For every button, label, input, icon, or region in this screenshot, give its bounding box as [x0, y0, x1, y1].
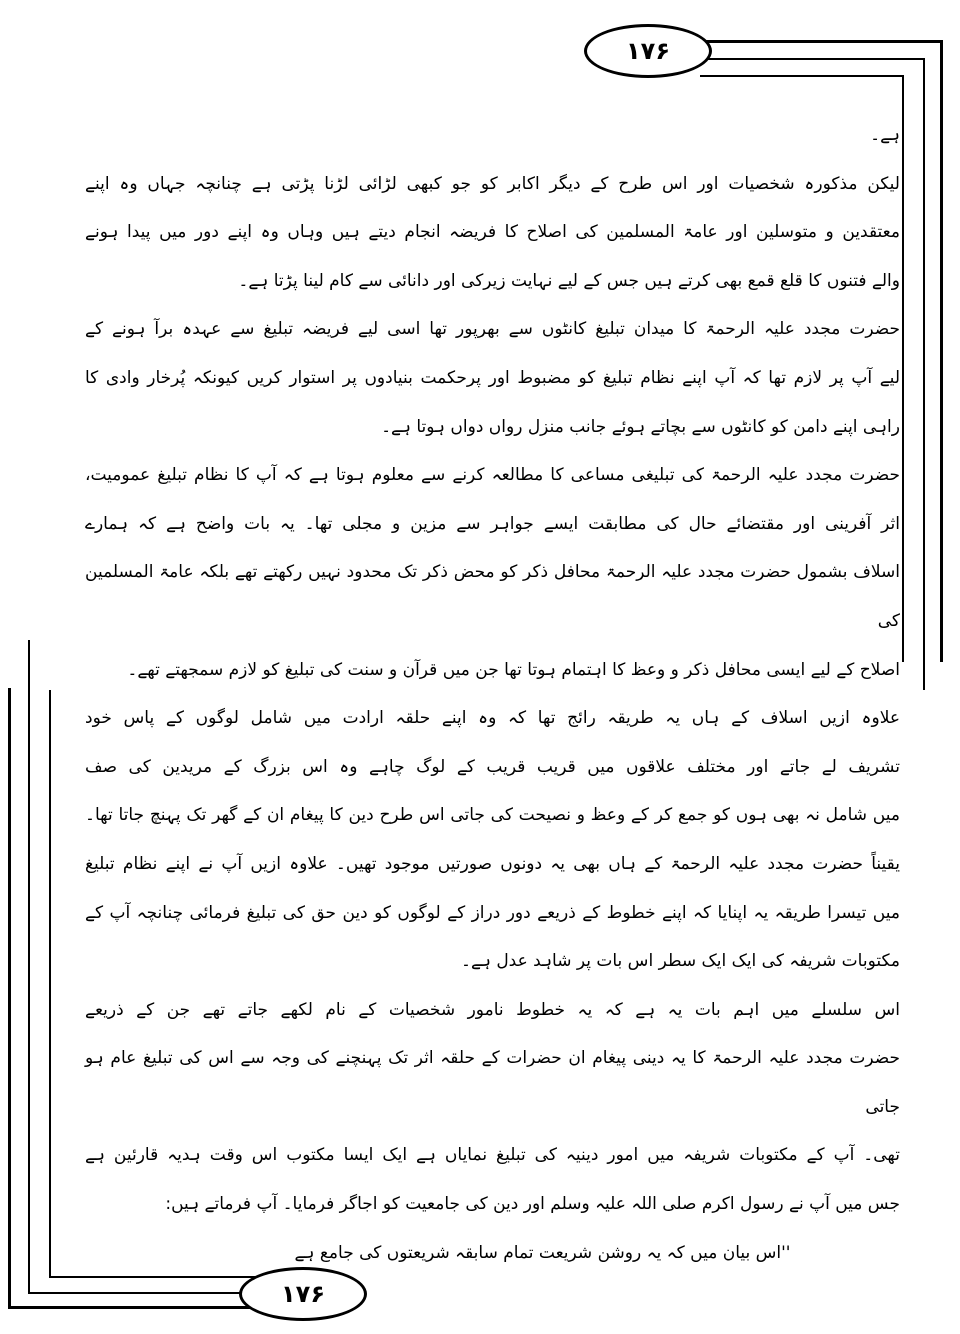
- text-line: تشریف لے جاتے اور مختلف علاقوں میں قریب قریب کے لوگ چاہے وہ اس بزرگ کے مریدین کی صف: [85, 756, 900, 777]
- text-line: راہی اپنے دامن کو کانٹوں سے بچاتے ہوئے جانب منزل رواں دواں ہوتا ہے۔: [381, 416, 900, 437]
- page-number-bottom: ۱۷۶: [239, 1267, 367, 1321]
- text-line: والے فتنوں کا قلع قمع بھی کرتے ہیں جس کے لیے نہایت زیرکی اور دانائی سے کام لینا پڑتا ہے۔: [238, 270, 900, 291]
- text-line: مکتوبات شریفہ کی ایک ایک سطر اس بات پر شاہد عدل ہے۔: [461, 951, 900, 972]
- text-line: لیکن مذکورہ شخصیات اور اس طرح کے دیگر اکابر کو جو کبھی لڑائی لڑنا پڑتی ہے چنانچہ جہاں وہ اپنے: [85, 173, 900, 194]
- frame-line: [700, 40, 943, 43]
- frame-line: [940, 40, 943, 662]
- frame-line: [28, 1292, 250, 1294]
- text-line: حضرت مجدد علیہ الرحمۃ کا یہ دینی پیغام ان حضرات کے حلقہ اثر تک پہنچنے کی وجہ سے اس کی تبلیغ عام ہو جاتی: [85, 1048, 900, 1117]
- text-line: اصلاح کے لیے ایسی محافل ذکر و وعظ کا اہتمام ہوتا تھا جن میں قرآن و سنت کی تبلیغ کو لازم سمجھتے تھے۔: [127, 659, 900, 680]
- text-line: اس سلسلے میں اہم بات یہ ہے کہ یہ خطوط نامور شخصیات کے نام لکھے جاتے تھے جن کے ذریعے: [85, 999, 900, 1020]
- frame-line: [8, 1306, 258, 1309]
- text-line: میں تیسرا طریقہ یہ اپنایا کہ اپنے خطوط کے ذریعے دور دراز کے لوگوں کو دین حق کی تبلیغ فرمائی چنانچہ آپ کے: [85, 902, 900, 923]
- quote-line: ''اس بیان میں کہ یہ روشن شریعت تمام سابقہ شریعتوں کی جامع ہے: [294, 1242, 791, 1263]
- text-line: میں شامل نہ بھی ہوں کو جمع کر کے وعظ و نصیحت کی جاتی اس طرح دین کا پیغام ان کے گھر تک پہنچ جاتا تھا۔: [85, 805, 900, 826]
- frame-line: [8, 688, 11, 1309]
- frame-line: [49, 690, 51, 1277]
- text-line: تھی۔ آپ کے مکتوبات شریفہ میں امور دینیہ کی تبلیغ نمایاں ہے ایک ایسا مکتوب اس وقت ہدیہ قارئین ہے: [85, 1145, 900, 1166]
- page-number-top: ۱۷۶: [584, 24, 712, 78]
- frame-line: [700, 75, 903, 77]
- text-line: حضرت مجدد علیہ الرحمۃ کا میدان تبلیغ کانٹوں سے بھرپور تھا اسی لیے فریضہ تبلیغ سے عہدہ برآ ہونے کے: [85, 319, 900, 340]
- page-body-text: [85, 111, 900, 1277]
- text-line: علاوہ ازیں اسلاف کے ہاں یہ طریقہ رائج تھا کہ وہ اپنے حلقہ ارادت میں شامل لوگوں کے پاس خود: [85, 708, 900, 729]
- text-line: لیے آپ پر لازم تھا کہ آپ اپنے نظام تبلیغ کو مضبوط اور پرحکمت بنیادوں پر استوار کریں کیونکہ پُرخار وادی کا: [85, 367, 900, 388]
- text-line: ہے۔: [870, 125, 900, 145]
- frame-line: [902, 75, 904, 662]
- text-line: حضرت مجدد علیہ الرحمۃ کی تبلیغی مساعی کا مطالعہ کرنے سے معلوم ہوتا ہے کہ آپ کا نظام تبلیغ عمومیت،: [85, 465, 900, 486]
- text-line: یقیناً حضرت مجدد علیہ الرحمۃ کے ہاں بھی یہ دونوں صورتیں موجود تھیں۔ علاوہ ازیں آپ نے اپنے نظام تبلیغ: [85, 853, 900, 874]
- text-line: معتقدین و متوسلین اور عامۃ المسلمین کی اصلاح کا فریضہ انجام دیتے ہیں وہاں وہ اپنے دور میں پیدا ہونے: [85, 222, 900, 243]
- frame-line: [705, 58, 925, 60]
- frame-line: [28, 640, 30, 1293]
- frame-line: [923, 58, 925, 690]
- text-line: اسلاف بشمول حضرت مجدد علیہ الرحمۃ محافل ذکر کو محض ذکر تک محدود نہیں رکھتے تھے بلکہ عامۃ المسلمین کی: [85, 562, 900, 631]
- text-line: اثر آفرینی اور مقتضائے حال کی مطابقت ایسے جواہر سے مزین و مجلی تھا۔ یہ بات واضح ہے کہ ہمارے: [85, 513, 900, 534]
- text-line: جس میں آپ نے رسول اکرم صلی اللہ علیہ وسلم اور دین کی جامعیت کو اجاگر فرمایا۔ آپ فرماتے ہیں:: [165, 1194, 900, 1215]
